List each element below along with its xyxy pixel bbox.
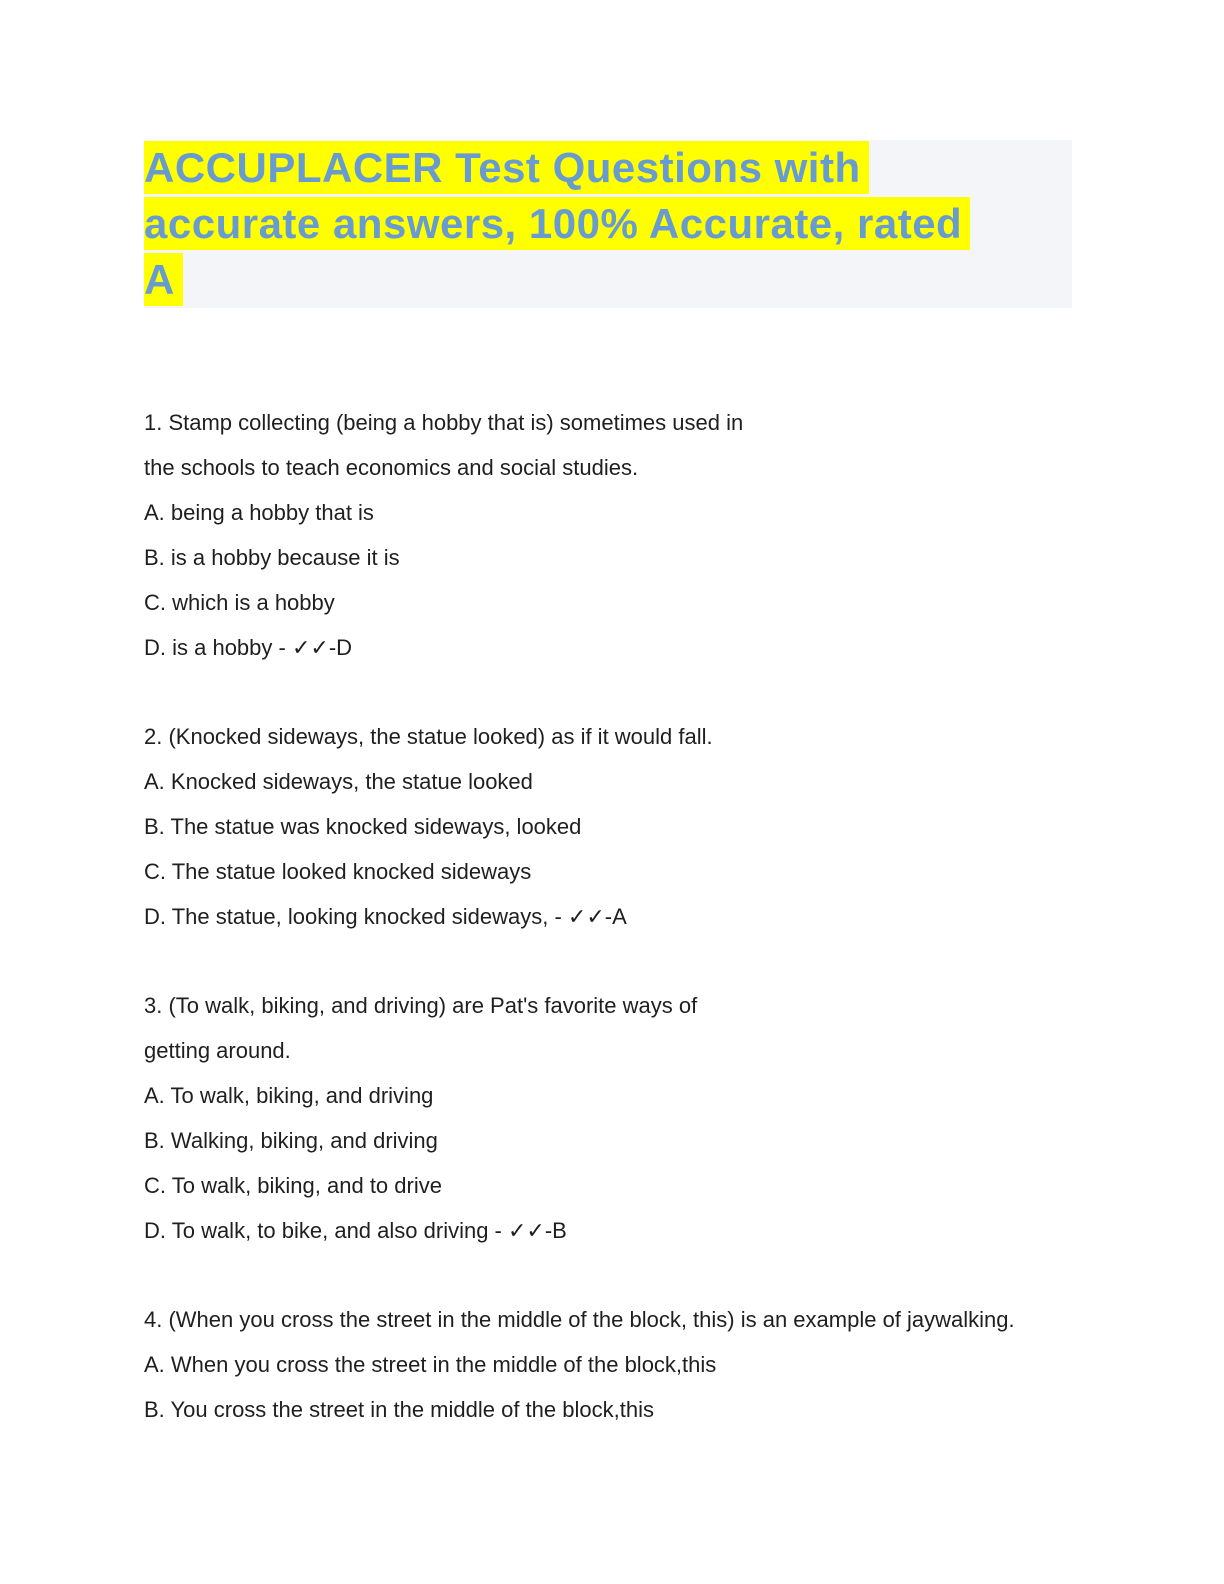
question-line: D. To walk, to bike, and also driving - ✓✓-B — [144, 1218, 567, 1243]
question-line: 3. (To walk, biking, and driving) are Pat's favorite ways of — [144, 993, 698, 1018]
question-line: the schools to teach economics and social studies. — [144, 455, 639, 480]
page-title-line-2: accurate answers, 100% Accurate, rated — [144, 197, 970, 250]
question-line: A. To walk, biking, and driving — [144, 1083, 434, 1108]
question-block — [144, 983, 1080, 1253]
question-line: B. You cross the street in the middle of the block,this — [144, 1397, 654, 1422]
question-line: getting around. — [144, 1038, 291, 1063]
question-line: 1. Stamp collecting (being a hobby that is) sometimes used in — [144, 410, 744, 435]
page-title-line-1: ACCUPLACER Test Questions with — [144, 141, 869, 194]
title-block — [144, 140, 1072, 308]
question-line: B. The statue was knocked sideways, looked — [144, 814, 582, 839]
page-content — [144, 0, 1080, 1432]
page-title — [144, 140, 1072, 308]
question-block — [144, 1297, 1080, 1432]
question-line: D. The statue, looking knocked sideways, - ✓✓-A — [144, 904, 627, 929]
question-block — [144, 714, 1080, 939]
question-line: 2. (Knocked sideways, the statue looked) as if it would fall. — [144, 724, 713, 749]
question-line: B. Walking, biking, and driving — [144, 1128, 438, 1153]
question-block — [144, 400, 1080, 670]
question-line: C. The statue looked knocked sideways — [144, 859, 532, 884]
question-line: A. Knocked sideways, the statue looked — [144, 769, 533, 794]
page-title-line-3: A — [144, 253, 183, 306]
question-line: C. To walk, biking, and to drive — [144, 1173, 442, 1198]
question-line: A. being a hobby that is — [144, 500, 374, 525]
question-line: A. When you cross the street in the middle of the block,this — [144, 1352, 717, 1377]
question-line: 4. (When you cross the street in the middle of the block, this) is an example of jaywalking. — [144, 1307, 1015, 1332]
question-line: D. is a hobby - ✓✓-D — [144, 635, 353, 660]
questions-section — [144, 400, 1080, 1432]
question-line: C. which is a hobby — [144, 590, 335, 615]
question-line: B. is a hobby because it is — [144, 545, 400, 570]
